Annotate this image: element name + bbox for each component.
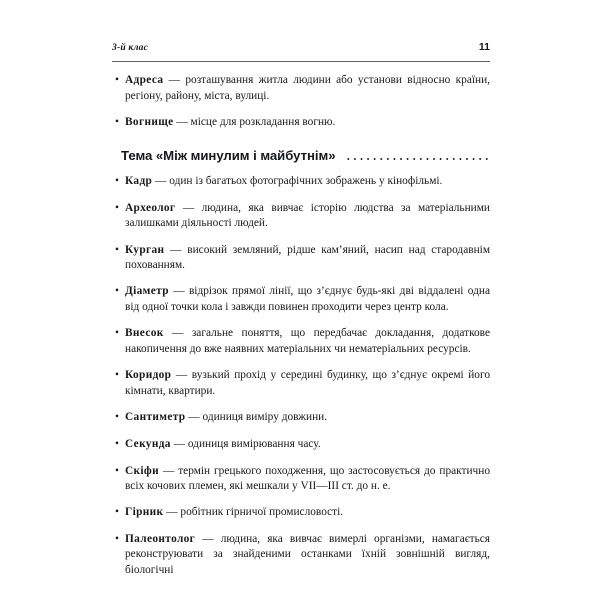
bullet-icon: • — [115, 369, 119, 382]
entry-dash: — — [173, 116, 191, 129]
entry-definition: людина, яка вивчає історію людства за матеріальними залишками діяльності людей. — [125, 201, 490, 229]
entry-dash: — — [195, 533, 221, 546]
entry-term: Секунда — [125, 437, 171, 450]
entry-definition: робітник гірничої промисловості. — [180, 506, 344, 519]
entry-dash: — — [163, 327, 192, 340]
entry-definition: місце для розкладання вогню. — [190, 116, 336, 129]
running-head-title: 3-й клас — [112, 43, 149, 53]
entry-term: Скіфи — [125, 464, 160, 477]
entry-definition: термін грецького походження, що застосовується до практично всіх кочових племен, які мешкали у VII—III ст. до н. е. — [125, 464, 490, 492]
glossary-entry — [112, 201, 490, 232]
glossary-entry — [112, 464, 490, 495]
entry-term: Сантиметр — [125, 411, 186, 424]
entry-term: Адреса — [125, 74, 164, 87]
entry-definition: загальне поняття, що передбачає докладання, додаткове накопичення до вже наявних матеріальних чи нематеріальних ресурсів. — [125, 327, 491, 355]
entry-term: Кадр — [125, 174, 153, 187]
bullet-icon: • — [115, 74, 119, 87]
entry-dash: — — [170, 437, 188, 450]
bullet-icon: • — [115, 437, 119, 450]
entry-dash: — — [163, 74, 186, 87]
entry-definition: високий земляний, рідше кам’яний, насип над стародавнім похованням. — [125, 243, 490, 271]
entry-dash: — — [171, 369, 192, 382]
bullet-icon: • — [115, 116, 119, 129]
bullet-icon: • — [115, 506, 119, 519]
section-heading — [112, 148, 490, 163]
page-number: 11 — [478, 41, 490, 53]
glossary-entry — [112, 532, 490, 578]
bullet-icon: • — [115, 243, 119, 256]
running-head — [112, 41, 490, 62]
bullet-icon: • — [115, 464, 119, 477]
entry-term: Археолог — [125, 201, 176, 214]
glossary-entry — [112, 73, 490, 104]
bullet-icon: • — [115, 174, 119, 187]
bullet-icon: • — [115, 411, 119, 424]
glossary-entry — [112, 174, 490, 189]
glossary-entry — [112, 437, 490, 452]
body-column — [112, 62, 490, 578]
entry-term: Вогнище — [125, 116, 174, 129]
glossary-entry — [112, 243, 490, 274]
entry-definition: одиниця виміру довжини. — [202, 411, 328, 424]
entry-dash: — — [164, 243, 188, 256]
entry-term: Коридор — [125, 369, 172, 382]
entry-dash: — — [163, 506, 181, 519]
entry-term: Діаметр — [125, 285, 169, 298]
entry-dash: — — [185, 411, 203, 424]
glossary-entry — [112, 115, 490, 130]
bullet-icon: • — [115, 327, 119, 340]
glossary-entry — [112, 505, 490, 520]
bullet-icon: • — [115, 285, 119, 298]
entry-definition: один із багатьох фотографічних зображень у кінофільмі. — [169, 174, 443, 187]
glossary-entry — [112, 368, 490, 399]
entry-dash: — — [168, 285, 189, 298]
glossary-entry — [112, 326, 490, 357]
entry-term: Гірник — [125, 506, 164, 519]
entry-term: Палеонтолог — [125, 533, 196, 546]
dot-leader — [345, 158, 490, 160]
entry-definition: відрізок прямої лінії, що з’єднує будь-які дві віддалені одна від одної точки кола і завжди повинен проходити через центр кола. — [125, 285, 491, 313]
glossary-entry — [112, 284, 490, 315]
entry-dash: — — [152, 174, 170, 187]
glossary-entry — [112, 410, 490, 425]
entry-term: Курган — [125, 243, 165, 256]
entry-definition: одиниця вимірювання часу. — [187, 437, 321, 450]
bullet-icon: • — [115, 201, 119, 214]
entry-term: Внесок — [125, 327, 164, 340]
entry-definition: людина, яка вивчає вимерлі організми, намагається реконструювати за знайденими останками їхній зовнішній вигляд, біологічні — [125, 533, 490, 576]
entry-dash: — — [175, 201, 202, 214]
section-heading-text: Тема «Між минулим і майбутнім» — [121, 147, 336, 163]
entry-definition: розташування житла людини або установи відносно країни, регіону, району, міста, вулиці. — [125, 74, 491, 102]
entry-definition: вузький прохід у середині будинку, що з’єднує окремі його кімнати, квартири. — [125, 369, 491, 397]
entry-dash: — — [159, 464, 179, 477]
bullet-icon: • — [115, 533, 119, 546]
